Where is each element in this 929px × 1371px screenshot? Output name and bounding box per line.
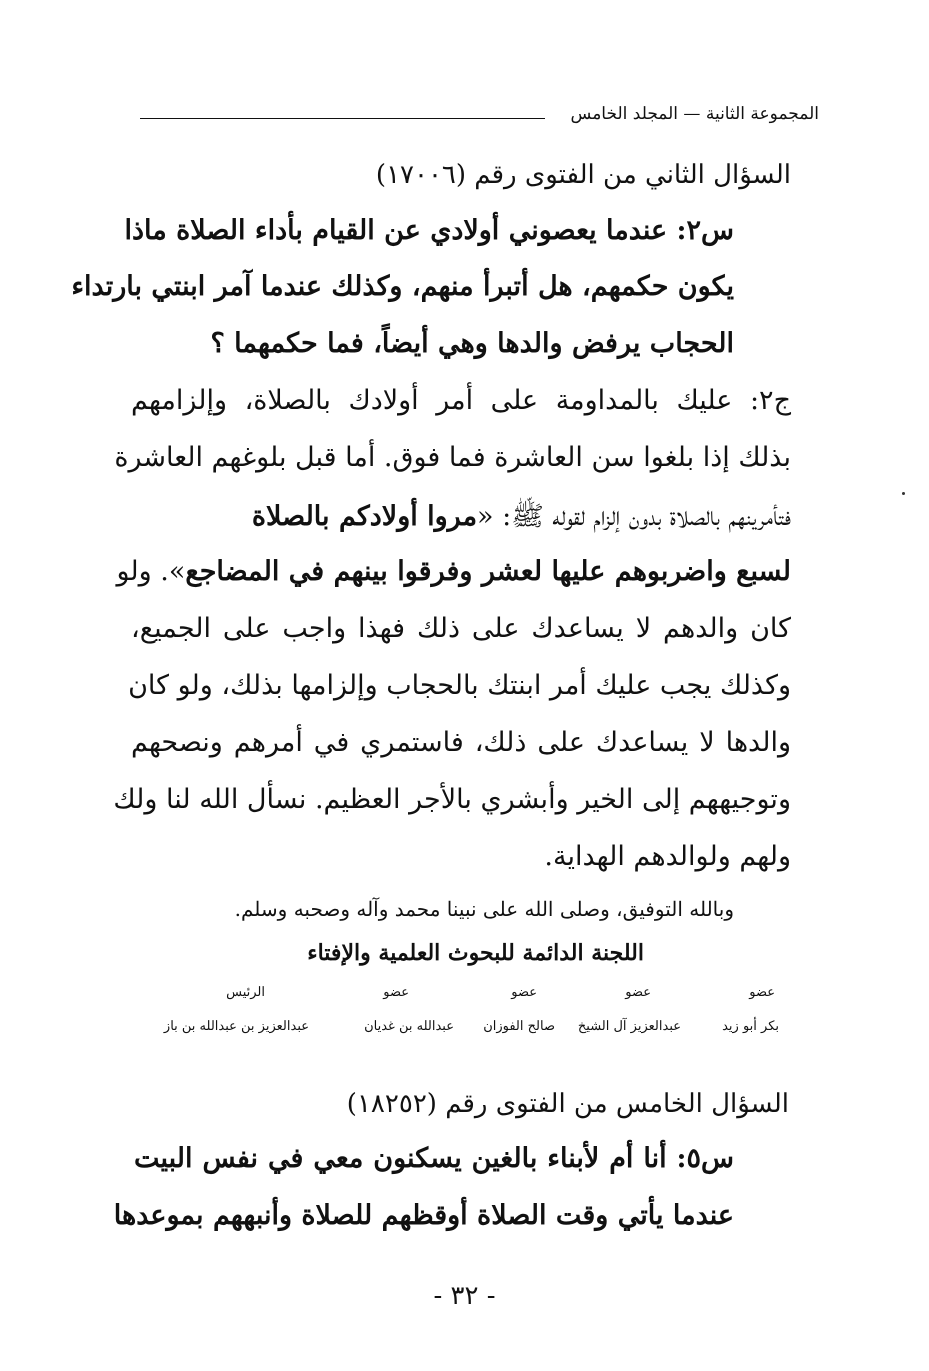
- closing-line: وبالله التوفيق، وصلى الله على نبينا محمد وآله وصحبه وسلم.: [234, 897, 734, 921]
- answer-line: [113, 784, 791, 815]
- page-number: - ٣٢ -: [433, 1281, 496, 1311]
- signatory-name: بكر أبو زيد: [722, 1019, 779, 1034]
- question-text: س٥: أنا أم لأبناء بالغين يسكنون معي في نفس البيت: [134, 1143, 734, 1174]
- signatory-name: عبدالعزيز بن عبدالله بن باز: [163, 1019, 309, 1034]
- question-line: الحجاب يرفض والدها وهي أيضاً، فما حكمهما ؟: [210, 328, 734, 359]
- answer-text: والدها لا يساعدك على ذلك، فاستمري في أمرهم ونصحهم: [131, 727, 791, 758]
- answer-text: فتأمرينهم بالصلاة بدون إلزام لقوله ﷺ: «: [477, 501, 791, 532]
- signatory-role: عضو: [749, 985, 775, 1000]
- signatory-role: عضو: [511, 985, 537, 1000]
- question-text: عندما يأتي وقت الصلاة أوقظهم للصلاة وأنبههم بموعدها: [113, 1200, 734, 1231]
- signatory-role: عضو: [625, 985, 651, 1000]
- answer-line: [131, 385, 791, 416]
- answer-line: ولهم ولوالدهم الهداية.: [544, 841, 791, 872]
- header-rule: [140, 118, 545, 119]
- question-line: [113, 1200, 734, 1231]
- question-line: [134, 1143, 734, 1174]
- question-title: السؤال الخامس من الفتوى رقم (١٨٢٥٢): [346, 1089, 789, 1119]
- scan-speck: [902, 492, 905, 495]
- signatory-role: عضو: [383, 985, 409, 1000]
- answer-text: وتوجيههم إلى الخير وأبشري بالأجر العظيم. نسأل الله لنا ولك: [113, 784, 791, 815]
- answer-line: [116, 556, 791, 587]
- signatory-name: عبدالله بن غديان: [364, 1019, 454, 1034]
- signatory-name: صالح الفوزان: [483, 1019, 555, 1034]
- question-line: [71, 271, 734, 302]
- answer-text: كان والدهم لا يساعدك على ذلك فهذا واجب على الجميع،: [131, 613, 791, 644]
- question-text: يكون حكمهم، هل أتبرأ منهم، وكذلك عندما آمر ابنتي بارتداء: [71, 271, 734, 302]
- answer-text: بذلك إذا بلغوا سن العاشرة فما فوق. أما قبل بلوغهم العاشرة: [114, 442, 791, 473]
- answer-line: [131, 613, 791, 644]
- question-title: السؤال الثاني من الفتوى رقم (١٧٠٠٦): [375, 160, 791, 190]
- answer-text: وكذلك يجب عليك أمر ابنتك بالحجاب وإلزامها بذلك، ولو كان: [128, 670, 791, 701]
- question-text: س٢: عندما يعصوني أولادي عن القيام بأداء الصلاة ماذا: [124, 215, 734, 246]
- signatory-name: عبدالعزيز آل الشيخ: [577, 1019, 681, 1034]
- committee-name: اللجنة الدائمة للبحوث العلمية والإفتاء: [307, 940, 644, 966]
- signatory-role: الرئيس: [226, 985, 265, 1000]
- question-line: [124, 215, 734, 246]
- answer-text: ». ولو: [116, 556, 186, 587]
- running-header: المجموعة الثانية — المجلد الخامس: [570, 104, 819, 124]
- answer-line: [131, 727, 791, 758]
- answer-line: [128, 670, 791, 701]
- answer-line: [114, 442, 791, 473]
- hadith-text: مروا أولادكم بالصلاة: [251, 501, 478, 532]
- answer-line: [131, 499, 791, 539]
- answer-text: ج٢: عليك بالمداومة على أمر أولادك بالصلاة، وإلزامهم: [131, 385, 791, 416]
- hadith-text: لسبع واضربوهم عليها لعشر وفرقوا بينهم في المضاجع: [185, 556, 791, 587]
